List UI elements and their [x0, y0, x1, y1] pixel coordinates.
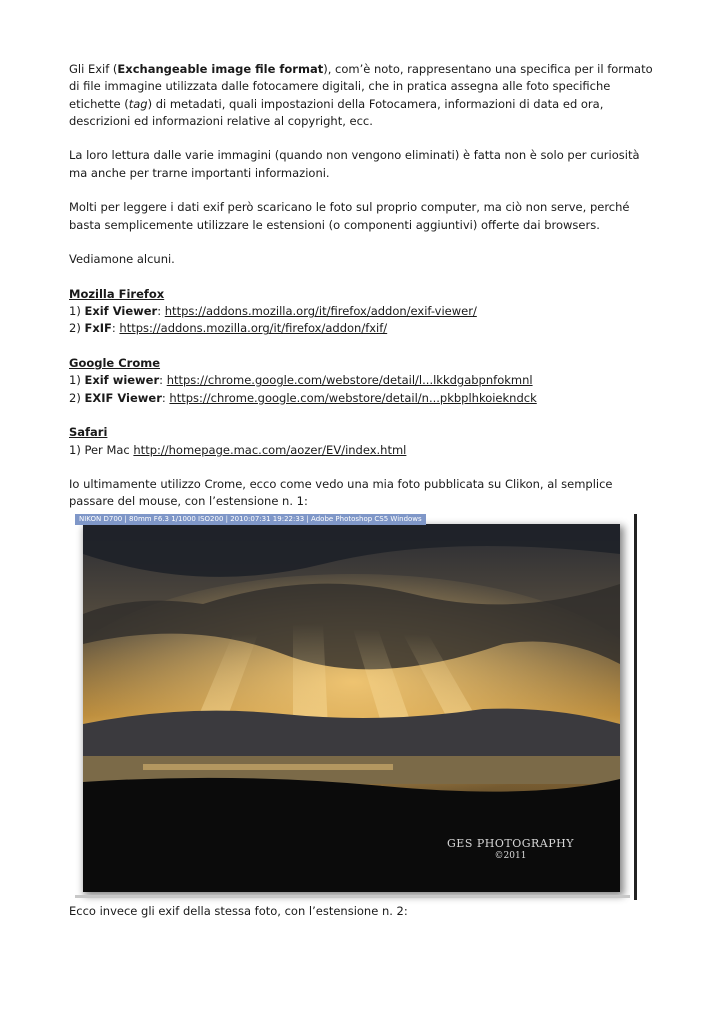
sunset-photo: [83, 524, 620, 892]
firefox-item-1: 1) Exif Viewer: https://addons.mozilla.org/it/firefox/addon/exif-viewer/: [69, 304, 477, 319]
chrome-item-2: 2) EXIF Viewer: https://chrome.google.com/webstore/detail/n...pkbplhkoiekndck: [69, 390, 537, 405]
safari-exif-link[interactable]: http://homepage.mac.com/aozer/EV/index.html: [133, 442, 407, 457]
chrome-item-1: 1) Exif wiewer: https://chrome.google.com/webstore/detail/l...lkkdgabpnfokmnl: [69, 373, 533, 388]
safari-heading: Safari: [69, 425, 108, 440]
firefox-item-2: 2) FxIF: https://addons.mozilla.org/it/firefox/addon/fxif/: [69, 321, 388, 336]
safari-item-1: 1) Per Mac http://homepage.mac.com/aozer/EV/index.html: [69, 442, 407, 457]
firefox-exif-viewer-link[interactable]: https://addons.mozilla.org/it/firefox/addon/exif-viewer/: [164, 304, 477, 319]
photo-figure: [75, 514, 638, 900]
horizontal-divider: [75, 895, 630, 898]
intro-paragraph-2: La loro lettura dalle varie immagini (quando non vengono eliminati) è fatta non è solo per curiosità ma anche per trarne importanti informazioni.: [69, 148, 640, 180]
firefox-fxif-link[interactable]: https://addons.mozilla.org/it/firefox/addon/fxif/: [119, 321, 388, 336]
article-body: [69, 61, 655, 511]
vertical-divider: [634, 514, 637, 900]
exif-term: Exchangeable image file format: [117, 62, 324, 76]
chrome-heading: Google Crome: [69, 356, 161, 371]
intro-paragraph-3: Molti per leggere i dati exif però scaricano le foto sul proprio computer, ma ciò non serve, perché basta semplicemente utilizzare le estensioni (o componenti aggiuntivi) offerte dai browsers.: [69, 200, 630, 232]
chrome-exif-viewer-link[interactable]: https://chrome.google.com/webstore/detail/n...pkbplhkoiekndck: [169, 390, 537, 405]
photo-watermark: GES PHOTOGRAPHY ©2011: [447, 837, 574, 861]
exif-overlay-bar: NIKON D700 | 80mm F6.3 1/1000 ISO200 | 2010:07:31 19:22:33 | Adobe Photoshop CS5 Windows: [75, 514, 426, 525]
intro-paragraph-4: Vediamone alcuni.: [69, 252, 175, 267]
tag-term: tag: [128, 96, 148, 111]
firefox-heading: Mozilla Firefox: [69, 286, 165, 301]
chrome-exif-wiewer-link[interactable]: https://chrome.google.com/webstore/detail/l...lkkdgabpnfokmnl: [166, 373, 533, 388]
outro-paragraph: Io ultimamente utilizzo Crome, ecco come vedo una mia foto pubblicata su Clikon, al semplice passare del mouse, con l’estensione n. 1:: [69, 477, 613, 509]
intro-paragraph-1: Gli Exif (Exchangeable image file format), com’è noto, rappresentano una specifica per il formato di file immagine utilizzata dalle fotocamere digitali, che in pratica assegna alle foto specifiche etichette (tag) di metadati, quali impostazioni della Fotocamera, informazioni di data ed ora, descrizioni ed informazioni relative al copyright, ecc.: [69, 62, 653, 128]
closing-caption: Ecco invece gli exif della stessa foto, con l’estensione n. 2:: [69, 904, 408, 918]
